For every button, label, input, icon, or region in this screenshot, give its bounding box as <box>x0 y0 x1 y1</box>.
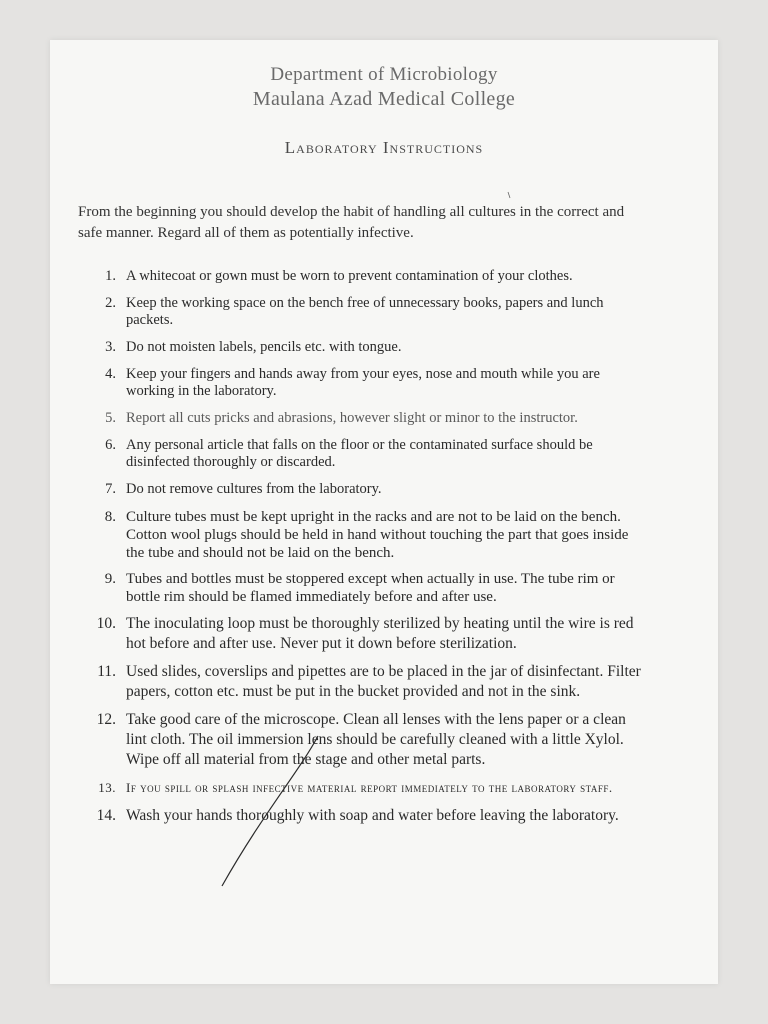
item-number: 5. <box>105 410 116 426</box>
instruction-item <box>86 570 646 606</box>
instruction-item <box>86 710 646 770</box>
item-number: 11. <box>97 663 116 680</box>
item-number: 13. <box>98 780 116 795</box>
instruction-item <box>86 410 646 427</box>
item-text: Tubes and bottles must be stoppered except when actually in use. The tube rim or bottle rim should be flamed immediately before and after use. <box>126 571 615 605</box>
item-text: If you spill or splash infective material report immediately to the laboratory staff. <box>126 780 613 795</box>
item-number: 8. <box>104 509 116 525</box>
item-text: Wash your hands thoroughly with soap and water before leaving the laboratory. <box>126 807 619 824</box>
item-number: 10. <box>96 615 116 632</box>
item-number: 3. <box>105 339 116 355</box>
item-text: Report all cuts pricks and abrasions, however slight or minor to the instructor. <box>126 410 578 426</box>
item-number: 7. <box>105 481 116 497</box>
item-text: Keep the working space on the bench free of unnecessary books, papers and lunch packets. <box>126 295 604 328</box>
item-text: Do not moisten labels, pencils etc. with tongue. <box>126 339 402 355</box>
instruction-item <box>86 806 646 826</box>
instruction-item <box>86 662 646 702</box>
item-number: 12. <box>96 711 116 728</box>
document-page <box>50 40 718 984</box>
item-number: 9. <box>104 571 116 587</box>
item-number: 1. <box>105 268 116 284</box>
instruction-item <box>86 268 646 285</box>
item-text: Culture tubes must be kept upright in the racks and are not to be laid on the bench. Cotton wool plugs should be held in hand without touching the part that goes inside the tube and should not be laid on the bench. <box>126 509 629 561</box>
instruction-list <box>86 268 646 826</box>
item-text: The inoculating loop must be thoroughly sterilized by heating until the wire is red hot before and after use. Never put it down before sterilization. <box>126 615 634 652</box>
item-text: Keep your fingers and hands away from your eyes, nose and mouth while you are working in the laboratory. <box>126 366 600 399</box>
instruction-item <box>86 437 646 471</box>
instruction-item <box>86 614 646 654</box>
item-number: 4. <box>105 366 116 382</box>
college-heading: Maulana Azad Medical College <box>252 88 516 110</box>
intro-paragraph: From the beginning you should develop the habit of handling all cultures in the correct and safe manner. Regard all of them as potentially infective. <box>78 204 625 241</box>
item-text: Do not remove cultures from the laboratory. <box>126 481 382 497</box>
item-number: 6. <box>105 437 116 453</box>
instruction-item <box>86 508 646 562</box>
instruction-item <box>86 366 646 400</box>
instruction-item <box>86 339 646 356</box>
item-text: Any personal article that falls on the floor or the contaminated surface should be disinfected thoroughly or discarded. <box>126 437 593 470</box>
item-text: Used slides, coverslips and pipettes are to be placed in the jar of disinfectant. Filter papers, cotton etc. must be put in the bucket provided and not in the sink. <box>126 663 641 700</box>
instruction-item <box>86 481 646 498</box>
document-title: Laboratory Instructions <box>284 138 484 157</box>
item-text: Take good care of the microscope. Clean all lenses with the lens paper or a clean lint cloth. The oil immersion lens should be carefully cleaned with a little Xylol. Wipe off all material from the stage and other metal parts. <box>126 711 626 768</box>
item-number: 2. <box>105 295 116 311</box>
item-text: A whitecoat or gown must be worn to prevent contamination of your clothes. <box>126 268 573 284</box>
instruction-item <box>86 295 646 329</box>
item-number: 14. <box>96 807 116 824</box>
department-heading: Department of Microbiology <box>270 64 498 85</box>
instruction-item <box>86 778 646 798</box>
